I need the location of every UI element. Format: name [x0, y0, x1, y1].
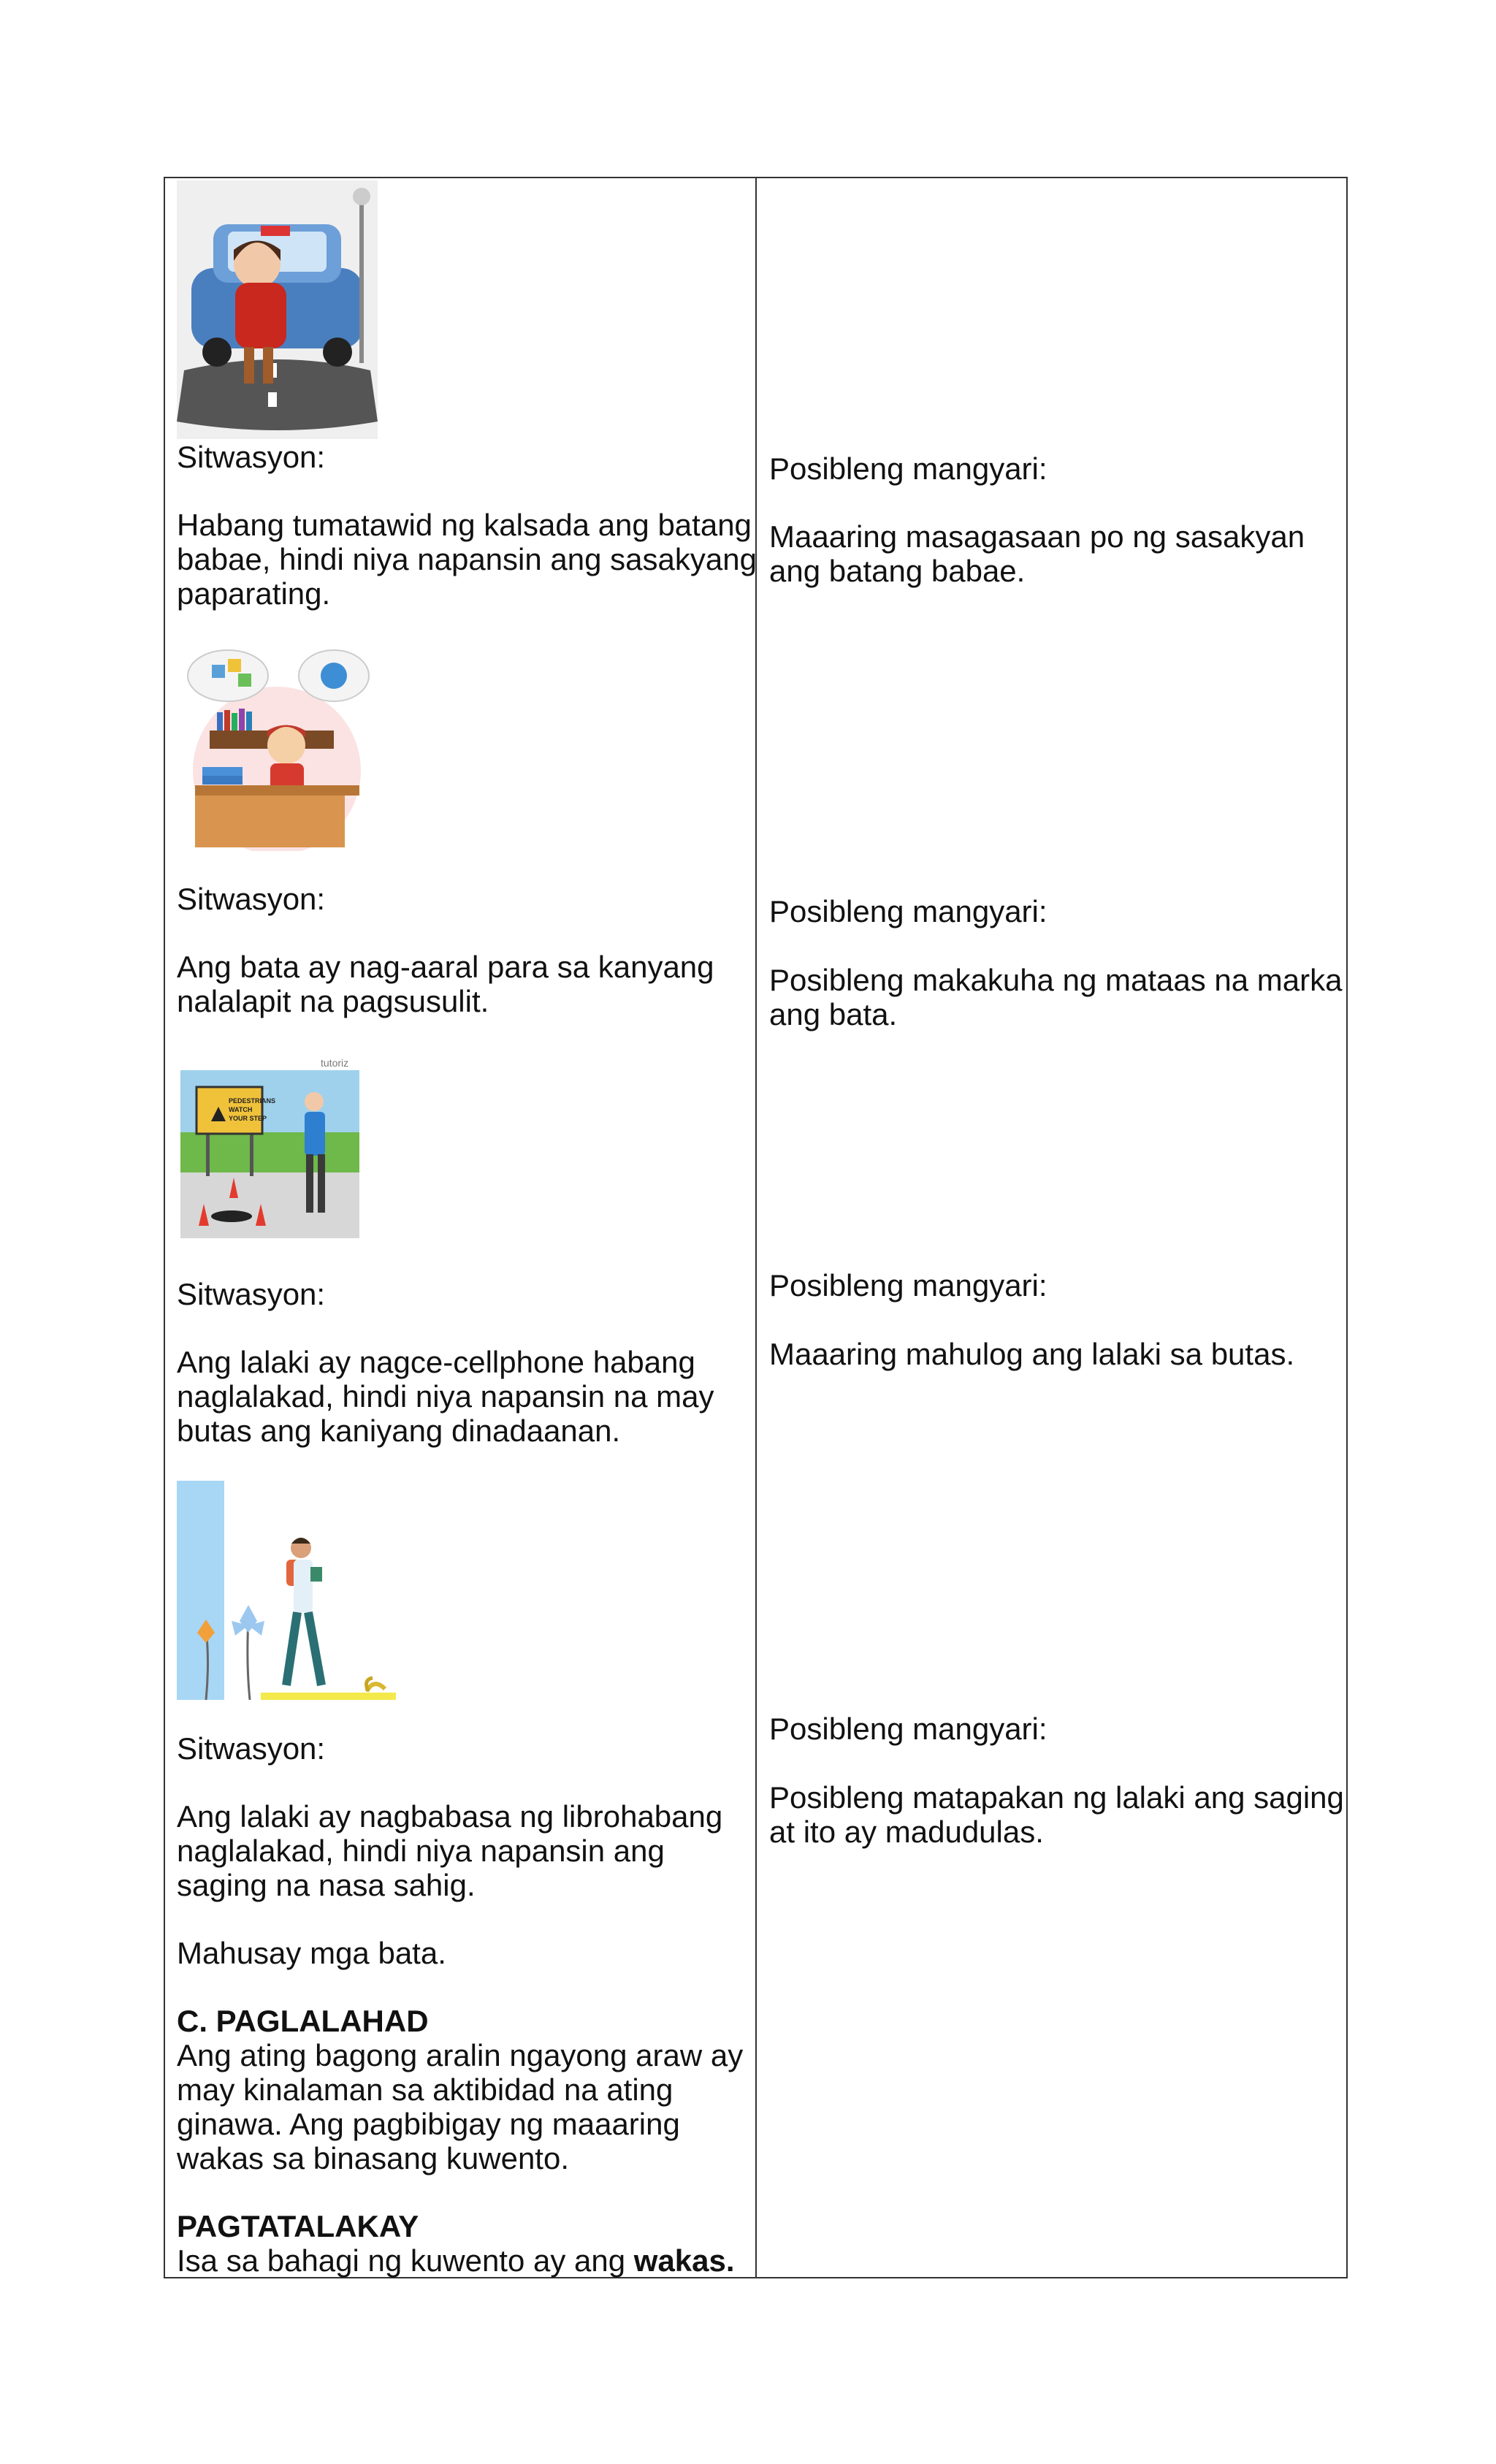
section-c-heading: C. PAGLALAHAD [177, 2004, 429, 2038]
situation-label-4: Sitwasyon: [177, 1731, 326, 1766]
situation-text-3-line-2: naglalakad, hindi niya napansin na may [177, 1379, 714, 1414]
outcome-label-4: Posibleng mangyari: [769, 1712, 1047, 1746]
discussion-line-text: Isa sa bahagi ng kuwento ay ang [177, 2243, 634, 2278]
watermark-text: tutoriz [321, 1057, 349, 1069]
situation-text-3-line-3: butas ang kaniyang dinadaanan. [177, 1414, 621, 1448]
outcome-label-1: Posibleng mangyari: [769, 451, 1047, 486]
column-divider [755, 178, 757, 2277]
sign-text-line-2: WATCH [229, 1106, 253, 1113]
praise-text: Mahusay mga bata. [177, 1936, 446, 1970]
situation-text-2-line-1: Ang bata ay nag-aaral para sa kanyang [177, 950, 714, 984]
situation-text-4-line-3: saging na nasa sahig. [177, 1868, 476, 1902]
outcome-label-2: Posibleng mangyari: [769, 894, 1047, 928]
section-c-line-3: ginawa. Ang pagbibigay ng maaaring [177, 2107, 680, 2141]
discussion-line-bold: wakas. [633, 2243, 735, 2278]
situation-text-3-line-1: Ang lalaki ay nagce-cellphone habang [177, 1345, 695, 1379]
discussion-heading: PAGTATALAKAY [177, 2209, 419, 2243]
outcome-label-3: Posibleng mangyari: [769, 1268, 1047, 1302]
outcome-text-1-line-2: ang batang babae. [769, 554, 1026, 588]
situation-image-4 [177, 1481, 396, 1700]
outcome-text-4-line-1: Posibleng matapakan ng lalaki ang saging [769, 1780, 1344, 1815]
situation-label-1: Sitwasyon: [177, 440, 326, 474]
discussion-line [177, 2243, 735, 2278]
situation-text-4-line-1: Ang lalaki ay nagbabasa ng librohabang [177, 1799, 723, 1834]
sign-text-line-1: PEDESTRIANS [229, 1097, 276, 1105]
situation-image-2 [177, 643, 378, 851]
situation-image-3 [180, 1052, 359, 1238]
section-c-line-2: may kinalaman sa aktibidad na ating [177, 2072, 673, 2107]
section-c-line-4: wakas sa binasang kuwento. [177, 2141, 569, 2175]
situation-label-3: Sitwasyon: [177, 1277, 326, 1311]
situation-label-2: Sitwasyon: [177, 882, 326, 916]
outcome-text-3-line-1: Maaaring mahulog ang lalaki sa butas. [769, 1337, 1295, 1371]
situation-text-1-line-1: Habang tumatawid ng kalsada ang batang [177, 508, 752, 542]
section-c-line-1: Ang ating bagong aralin ngayong araw ay [177, 2038, 744, 2072]
situation-text-4-line-2: naglalakad, hindi niya napansin ang [177, 1834, 665, 1868]
sign-text-line-3: YOUR STEP [229, 1115, 267, 1122]
situation-text-1-line-3: paparating. [177, 576, 331, 611]
situation-text-2-line-2: nalalapit na pagsusulit. [177, 984, 489, 1018]
situation-text-1-line-2: babae, hindi niya napansin ang sasakyang [177, 542, 757, 576]
outcome-text-2-line-2: ang bata. [769, 997, 898, 1031]
situation-image-1 [177, 180, 378, 439]
outcome-text-4-line-2: at ito ay madudulas. [769, 1815, 1044, 1849]
outcome-text-1-line-1: Maaaring masagasaan po ng sasakyan [769, 519, 1305, 554]
outcome-text-2-line-1: Posibleng makakuha ng mataas na marka [769, 963, 1343, 997]
